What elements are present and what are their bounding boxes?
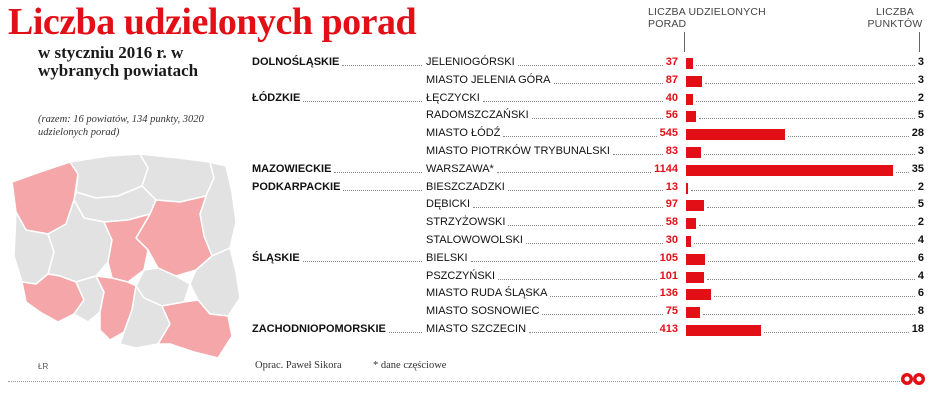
district-label: ŁĘCZYCKI [426, 91, 480, 104]
bar-leader [714, 296, 915, 297]
header-punkty-text: LICZBA PUNKTÓW [867, 6, 923, 30]
table-row [250, 161, 926, 178]
porady-bar [686, 147, 701, 158]
district-leader [518, 65, 663, 66]
porady-value: 83 [665, 145, 678, 157]
porady-bar [686, 236, 691, 247]
bar-leader [707, 279, 915, 280]
porady-bar [686, 325, 761, 336]
punkty-value: 3 [917, 56, 924, 68]
porady-value: 413 [659, 323, 678, 335]
district-leader [532, 118, 663, 119]
district-leader [613, 154, 663, 155]
table-row [250, 285, 926, 302]
porady-value: 30 [665, 234, 678, 246]
district-leader [508, 225, 663, 226]
porady-bar [686, 165, 893, 176]
district-label: MIASTO RUDA ŚLĄSKA [426, 287, 548, 300]
porady-value: 136 [659, 287, 678, 300]
table-row [250, 107, 926, 124]
publisher-logo-icon [900, 372, 926, 386]
region-label: ZACHODNIOPOMORSKIE [252, 323, 386, 335]
porady-bar [686, 307, 700, 318]
district-label: JELENIOGÓRSKI [426, 56, 515, 68]
porady-value: 101 [659, 269, 678, 282]
porady-value: 37 [665, 56, 678, 68]
region-leader [334, 172, 422, 173]
punkty-value: 8 [917, 305, 924, 318]
district-leader [554, 83, 663, 84]
region-label: ŁÓDZKIE [252, 91, 301, 104]
bar-leader [704, 154, 915, 155]
table-row [250, 232, 926, 249]
table-row [250, 250, 926, 267]
punkty-value: 28 [911, 127, 924, 140]
table-row [250, 196, 926, 213]
district-label: RADOMSZCZAŃSKI [426, 109, 529, 122]
porady-value: 545 [659, 127, 678, 140]
table-row [250, 321, 926, 338]
source-credit: Oprac. Paweł Sikora [255, 360, 342, 371]
punkty-value: 18 [911, 323, 924, 335]
porady-value: 58 [665, 216, 678, 229]
district-leader [503, 136, 657, 137]
porady-bar [686, 94, 693, 105]
punkty-value: 4 [917, 269, 924, 282]
porady-value: 97 [665, 198, 678, 211]
bar-leader [705, 83, 915, 84]
district-label: DĘBICKI [426, 198, 471, 211]
bar-leader [707, 207, 915, 208]
bottom-rule [8, 381, 918, 382]
porady-bar [686, 200, 704, 211]
punkty-value: 2 [917, 216, 924, 229]
header-porad-text: LICZBA UDZIELONYCH PORAD [648, 6, 766, 30]
region-leader [342, 65, 422, 66]
punkty-value: 5 [917, 109, 924, 122]
district-label: BIESZCZADZKI [426, 180, 505, 193]
region-leader [303, 261, 422, 262]
district-leader [550, 296, 657, 297]
punkty-value: 2 [917, 180, 924, 193]
footnote: * dane częściowe [373, 360, 447, 371]
porady-bar [686, 111, 696, 122]
porady-value: 75 [665, 305, 678, 318]
punkty-value: 2 [917, 91, 924, 104]
porady-value: 56 [665, 109, 678, 122]
region-leader [389, 332, 422, 333]
table-row [250, 90, 926, 107]
district-label: BIELSKI [426, 251, 468, 264]
totals-note: (razem: 16 powiatów, 134 punkty, 3020 udzielonych porad) [38, 114, 204, 138]
district-leader [483, 101, 663, 102]
district-label: MIASTO SZCZECIN [426, 323, 527, 335]
region-label: ŚLĄSKIE [252, 251, 300, 264]
chart-title: Liczba udzielonych porad [8, 1, 417, 43]
district-leader [542, 314, 663, 315]
header-punkty-tick [919, 32, 920, 52]
bar-leader [764, 332, 909, 333]
porady-value: 105 [659, 251, 678, 264]
porady-bar [686, 183, 688, 194]
district-leader [526, 243, 663, 244]
bar-leader [788, 136, 909, 137]
bar-leader [699, 225, 915, 226]
table-row [250, 72, 926, 89]
district-leader [473, 207, 663, 208]
porady-bar [686, 58, 693, 69]
district-leader [497, 172, 651, 173]
porady-bar [686, 272, 704, 283]
porady-bar [686, 289, 711, 300]
punkty-value: 35 [911, 162, 924, 175]
district-leader [508, 190, 663, 191]
punkty-value: 6 [917, 287, 924, 300]
punkty-value: 6 [917, 251, 924, 264]
table-row [250, 179, 926, 196]
district-label: MIASTO JELENIA GÓRA [426, 73, 551, 86]
region-leader [343, 190, 422, 191]
porady-bar [686, 218, 696, 229]
table-row [250, 125, 926, 142]
bar-leader [896, 172, 909, 173]
bar-leader [699, 118, 915, 119]
table-row [250, 214, 926, 231]
table-row [250, 54, 926, 71]
bar-leader [694, 243, 915, 244]
bar-leader [703, 314, 915, 315]
porady-bar [686, 129, 785, 140]
table-row [250, 268, 926, 285]
district-leader [498, 279, 657, 280]
bar-leader [708, 261, 915, 262]
porady-bar [686, 254, 705, 265]
punkty-value: 3 [917, 73, 924, 86]
bar-leader [696, 65, 915, 66]
district-label: STRZYŻOWSKI [426, 216, 506, 229]
district-leader [471, 261, 657, 262]
district-label: MIASTO SOSNOWIEC [426, 305, 540, 318]
punkty-value: 5 [917, 198, 924, 211]
punkty-value: 3 [917, 145, 924, 157]
district-label: MIASTO PIOTRKÓW TRYBUNALSKI [426, 145, 610, 157]
porady-value: 40 [665, 91, 678, 104]
district-leader [529, 332, 657, 333]
table-row [250, 303, 926, 320]
chart-subtitle: w styczniu 2016 r. w wybranych powiatach [38, 43, 199, 80]
table-row [250, 143, 926, 160]
district-label: STALOWOWOLSKI [426, 234, 523, 246]
district-label: MIASTO ŁÓDŹ [426, 127, 501, 140]
region-label: DOLNOŚLĄSKIE [252, 56, 340, 68]
porady-bar [686, 76, 702, 87]
porady-value: 87 [665, 73, 678, 86]
poland-map [0, 152, 245, 364]
header-porad [648, 6, 768, 30]
porady-value: 1144 [654, 162, 678, 175]
punkty-value: 4 [917, 234, 924, 246]
author-initials: ŁR [38, 362, 49, 371]
header-punkty [865, 6, 925, 30]
region-label: MAZOWIECKIE [252, 162, 332, 175]
porady-value: 13 [665, 180, 678, 193]
region-label: PODKARPACKIE [252, 180, 341, 193]
header-porad-tick [684, 32, 685, 52]
region-leader [303, 101, 422, 102]
district-label: PSZCZYŃSKI [426, 269, 496, 282]
district-label: WARSZAWA* [426, 162, 494, 175]
bar-leader [691, 190, 915, 191]
bar-leader [696, 101, 915, 102]
